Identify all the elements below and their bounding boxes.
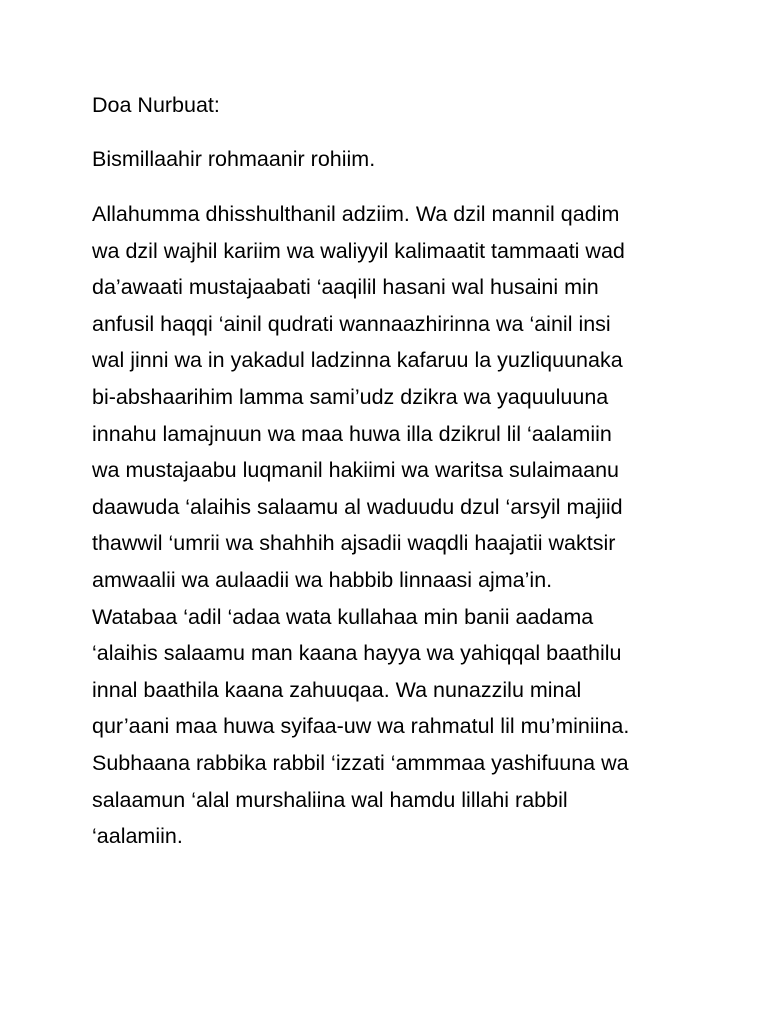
prayer-line: daawuda ‘alaihis salaamu al waduudu dzul ‘arsyil majiid (92, 494, 623, 519)
document-title: Doa Nurbuat: (92, 93, 220, 117)
prayer-line: salaamun ‘alal murshaliina wal hamdu lillahi rabbil (92, 787, 568, 812)
opening-line: Bismillaahir rohmaanir rohiim. (92, 147, 376, 171)
prayer-line: ‘alaihis salaamu man kaana hayya wa yahiqqal baathilu (92, 641, 622, 666)
prayer-line: Allahumma dhisshulthanil adziim. Wa dzil mannil qadim (92, 202, 620, 226)
prayer-line: wal jinni wa in yakadul ladzinna kafaruu la yuzliquunaka (92, 348, 623, 373)
prayer-line: Subhaana rabbika rabbil ‘izzati ‘ammmaa yashifuuna wa (92, 750, 629, 775)
prayer-line: innahu lamajnuun wa maa huwa illa dzikrul lil ‘aalamiin (92, 421, 612, 446)
prayer-line: qur’aani maa huwa syifaa-uw wa rahmatul lil mu’miniina. (92, 714, 630, 739)
prayer-line: ‘aalamiin. (92, 824, 183, 849)
prayer-line: wa dzil wajhil kariim wa waliyyil kalimaatit tammaati wad (92, 238, 625, 263)
prayer-line: bi-abshaarihim lamma sami’udz dzikra wa yaquuluuna (92, 384, 609, 409)
document-body (92, 88, 732, 855)
prayer-line: da’awaati mustajaabati ‘aaqilil hasani wal husaini min (92, 275, 599, 300)
prayer-text (92, 196, 732, 855)
prayer-line: wa mustajaabu luqmanil hakiimi wa waritsa sulaimaanu (92, 458, 619, 483)
prayer-line: anfusil haqqi ‘ainil qudrati wannaazhirinna wa ‘ainil insi (92, 311, 611, 336)
prayer-line: innal baathila kaana zahuuqaa. Wa nunazzilu minal (92, 677, 582, 702)
prayer-line: thawwil ‘umrii wa shahhih ajsadii waqdli haajatii waktsir (92, 531, 616, 556)
prayer-line: amwaalii wa aulaadii wa habbib linnaasi ajma’in. (92, 567, 553, 592)
prayer-line: Watabaa ‘adil ‘adaa wata kullahaa min banii aadama (92, 604, 594, 629)
